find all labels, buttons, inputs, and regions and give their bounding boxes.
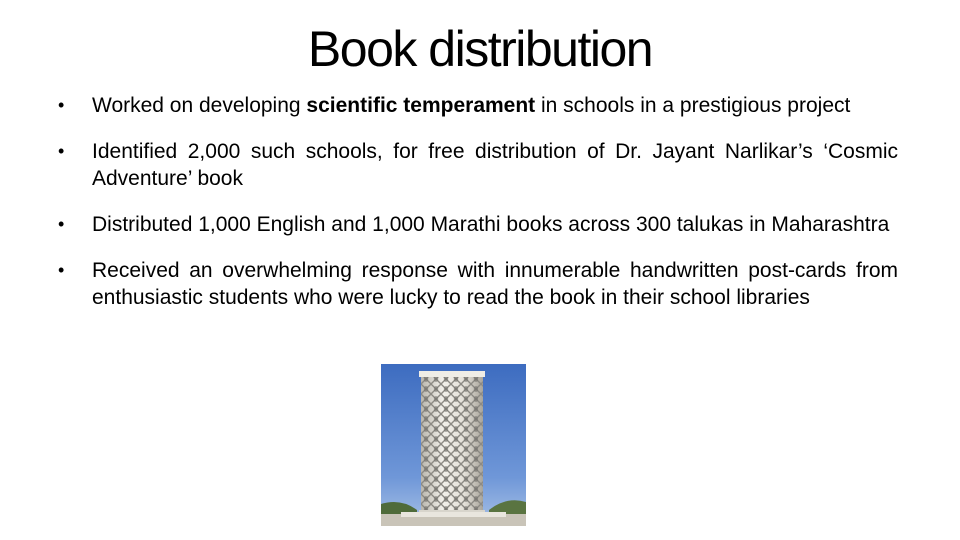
bullet-icon: • xyxy=(58,214,65,234)
bullet-icon: • xyxy=(58,260,65,280)
bullet-text: Received an overwhelming response with innumerable handwritten post-cards from enthusiastic students who were lucky to read the book in their school libraries xyxy=(92,259,898,309)
bullet-list xyxy=(58,92,898,330)
bullet-text: Identified 2,000 such schools, for free distribution of Dr. Jayant Narlikar’s ‘Cosmic Adventure’ book xyxy=(92,140,898,190)
bullet-icon: • xyxy=(58,95,65,115)
bullet-text: Distributed 1,000 English and 1,000 Marathi books across 300 talukas in Maharashtra xyxy=(92,213,890,236)
bullet-icon: • xyxy=(58,141,65,161)
bullet-text-bold: scientific temperament xyxy=(306,94,536,117)
tower-photo xyxy=(381,364,526,526)
bullet-item xyxy=(58,138,898,192)
slide-title: Book distribution xyxy=(307,21,653,77)
tower-image xyxy=(381,364,526,526)
bullet-item xyxy=(58,92,898,119)
bullet-text-end: in schools in a prestigious project xyxy=(535,94,851,117)
bullet-text-start: Worked on developing xyxy=(92,94,307,117)
bullet-item xyxy=(58,257,898,311)
bullet-item xyxy=(58,211,898,238)
